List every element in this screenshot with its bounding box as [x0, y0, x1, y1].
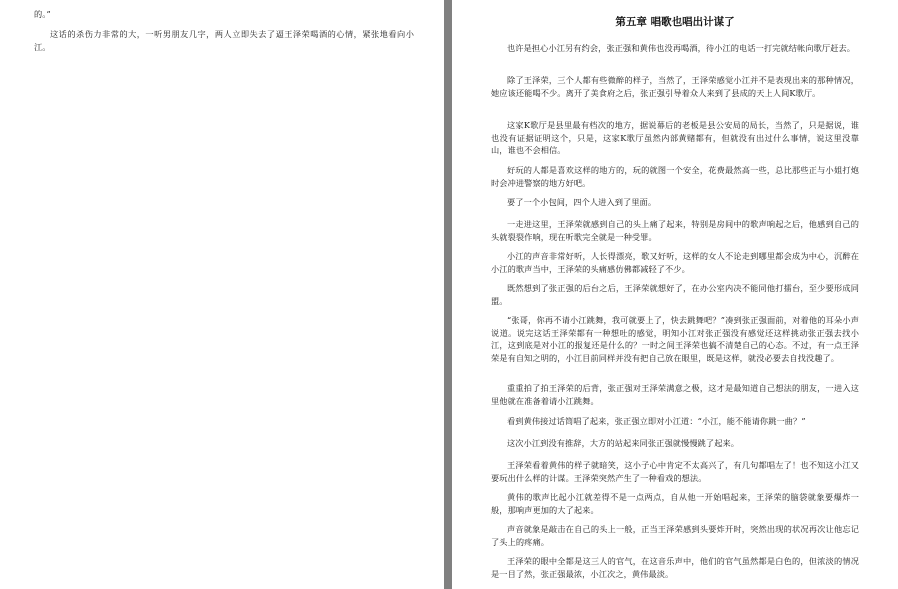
document-page-left [0, 0, 444, 589]
paragraph: 好玩的人都是喜欢这样的地方的，玩的就图一个安全，花费最然高一些，总比那些正与小姐打炮时会冲进警察的地方好吧。 [491, 165, 859, 188]
document-page-right [452, 0, 898, 589]
chapter-title: 第五章 唱歌也唱出计谋了 [615, 16, 735, 28]
paragraph: 黄伟的歌声比起小江就差得不是一点两点，自从他一开始唱起来，王泽荣的脑袋就象要爆炸一般，那响声更加的大了起来。 [491, 492, 859, 515]
paragraph: 小江的声音非常好听，人长得漂亮，歌又好听，这样的女人不论走到哪里都会成为中心，沉醉在小江的歌声当中，王泽荣的头痛感仿佛都减轻了不少。 [491, 251, 859, 274]
paragraph: 王泽荣的眼中全都是这三人的官气，在这音乐声中，他们的官气虽然都是白色的，但浓淡的情况是一目了然，张正强最浓，小江次之，黄伟最淡。 [491, 556, 859, 579]
paragraph: 既然想到了张正强的后台之后，王泽荣就想好了，在办公室内决不能同他打擂台，至少要形成同盟。 [491, 283, 859, 306]
paragraph: 看到黄伟接过话筒唱了起来，张正强立即对小江道：“小江，能不能请你跳一曲？” [507, 416, 806, 426]
paragraph: “张哥，你再不请小江跳舞，我可就要上了，快去跳舞吧？”凑到张正强面前，对着他的耳朵小声说道。说完这话王泽荣都有一种想吐的感觉，明知小江对张正强没有感觉还这样挑动张正强去找小江，这到底是对小江的报复还是什么的？一时之间王泽荣也搞不清楚自己的心态。不过，有一点王泽荣是有自知之明的，小江目前同样并没有把自己放在眼里，既是这样，就没必要去自找没趣了。 [491, 315, 859, 363]
paragraph: 声音就象是敲击在自己的头上一般，正当王泽荣感到头要炸开时，突然出现的状况再次让他忘记了头上的疼痛。 [491, 524, 859, 547]
paragraph: 王泽荣看着黄伟的样子就暗笑，这小子心中肯定不太高兴了，有几句都唱左了！也不知这小江又要玩出什么样的计谋。王泽荣突然产生了一种看戏的想法。 [491, 460, 859, 483]
paragraph: 这家K歌厅是县里最有档次的地方，据说幕后的老板是县公安局的局长，当然了，只是据说，谁也没有证据证明这个，只是，这家K歌厅虽然内部黄赌都有，但就没有出过什么事情，说这里没靠山，谁也不会相信。 [491, 120, 859, 156]
paragraph: 要了一个小包间，四个人进入到了里面。 [507, 197, 657, 207]
paragraph: 这次小江到没有推辞，大方的站起来同张正强就慢慢跳了起来。 [507, 438, 740, 448]
paragraph: 重重拍了拍王泽荣的后背，张正强对王泽荣满意之极，这才是最知道自己想法的朋友，一进入这里他就在准备着请小江跳舞。 [491, 383, 859, 406]
paragraph: 的。” [34, 9, 51, 19]
paragraph: 这话的杀伤力非常的大，一听男朋友几字，两人立即失去了逼王泽荣喝酒的心情，紧张地看向小江。 [34, 29, 414, 52]
paragraph: 一走进这里，王泽荣就感到自己的头上痛了起来，特别是房间中的歌声响起之后，他感到自己的头就裂裂作响，现在听歌完全就是一种受罪。 [491, 219, 859, 242]
paragraph: 除了王泽荣，三个人都有些微醉的样子，当然了，王泽荣感觉小江并不是表现出来的那种情况，她应该还能喝不少。离开了美食府之后，张正强引导着众人来到了县成的天上人间K歌厅。 [491, 75, 859, 98]
paragraph: 也许是担心小江另有约会，张正强和黄伟也没再喝酒，待小江的电话一打完就结帐向歌厅赶去。 [507, 43, 856, 53]
